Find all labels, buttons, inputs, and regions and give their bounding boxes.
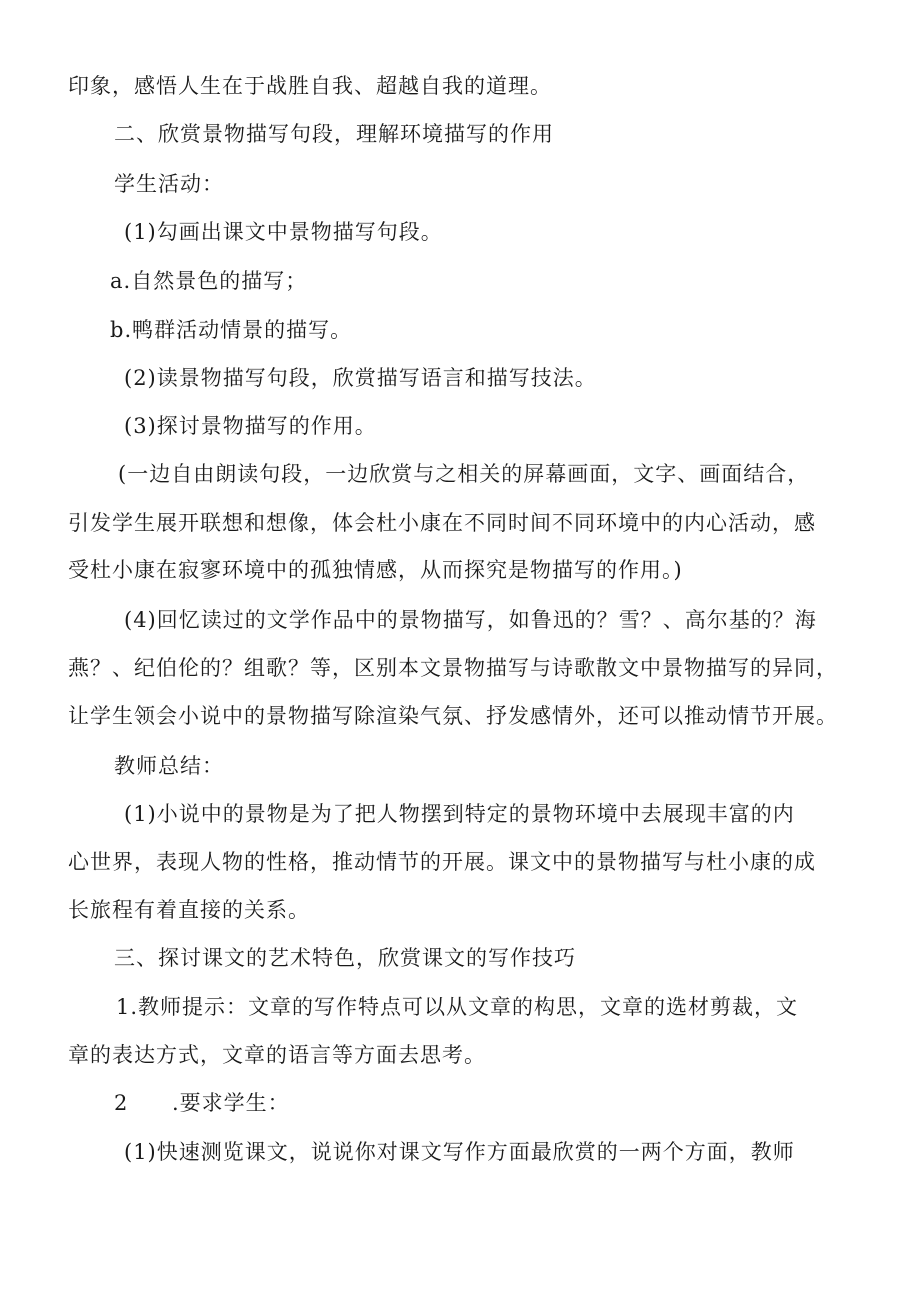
text-line: 让学生领会小说中的景物描写除渲染气氛、抒发感情外，还可以推动情节开展。	[68, 704, 838, 728]
text-line: 心世界，表现人物的性格，推动情节的开展。课文中的景物描写与杜小康的成	[68, 850, 816, 874]
text-line: a.自然景色的描写；	[110, 269, 308, 293]
text-line: 受杜小康在寂寥环境中的孤独情感，从而探究是物描写的作用。)	[68, 558, 683, 582]
section-heading: 三、探讨课文的艺术特色，欣赏课文的写作技巧	[114, 946, 576, 970]
text-line: 燕？、纪伯伦的？组歌？等，区别本文景物描写与诗歌散文中景物描写的异同，	[68, 656, 838, 680]
text-line: b.鸭群活动情景的描写。	[110, 318, 353, 342]
section-heading: 二、欣赏景物描写句段，理解环境描写的作用	[114, 122, 554, 146]
text-line: (1)小说中的景物是为了把人物摆到特定的景物环境中去展现丰富的内	[124, 802, 795, 826]
text-line: (一边自由朗读句段，一边欣赏与之相关的屏幕画面，文字、画面结合，	[118, 462, 810, 486]
text-line: 学生活动：	[114, 172, 224, 196]
text-line: 1.教师提示：文章的写作特点可以从文章的构思，文章的选材剪裁，文	[116, 995, 799, 1019]
text-line: 章的表达方式，文章的语言等方面去思考。	[68, 1043, 486, 1067]
text-line: (1)勾画出课文中景物描写句段。	[124, 220, 443, 244]
text-line: (1)快速测览课文，说说你对课文写作方面最欣赏的一两个方面，教师	[124, 1140, 795, 1164]
text-line: .要求学生：	[172, 1091, 290, 1115]
text-line: 教师总结：	[114, 754, 224, 778]
list-number: 2	[114, 1091, 129, 1115]
text-line: (4)回忆读过的文学作品中的景物描写，如鲁迅的？雪？、高尔基的？海	[124, 608, 817, 632]
text-line: (2)读景物描写句段，欣赏描写语言和描写技法。	[124, 366, 597, 390]
text-line: 印象，感悟人生在于战胜自我、超越自我的道理。	[68, 74, 552, 98]
text-line: 引发学生展开联想和想像，体会杜小康在不同时间不同环境中的内心活动，感	[68, 511, 816, 535]
text-line: 长旅程有着直接的关系。	[68, 898, 310, 922]
text-line: (3)探讨景物描写的作用。	[124, 414, 377, 438]
